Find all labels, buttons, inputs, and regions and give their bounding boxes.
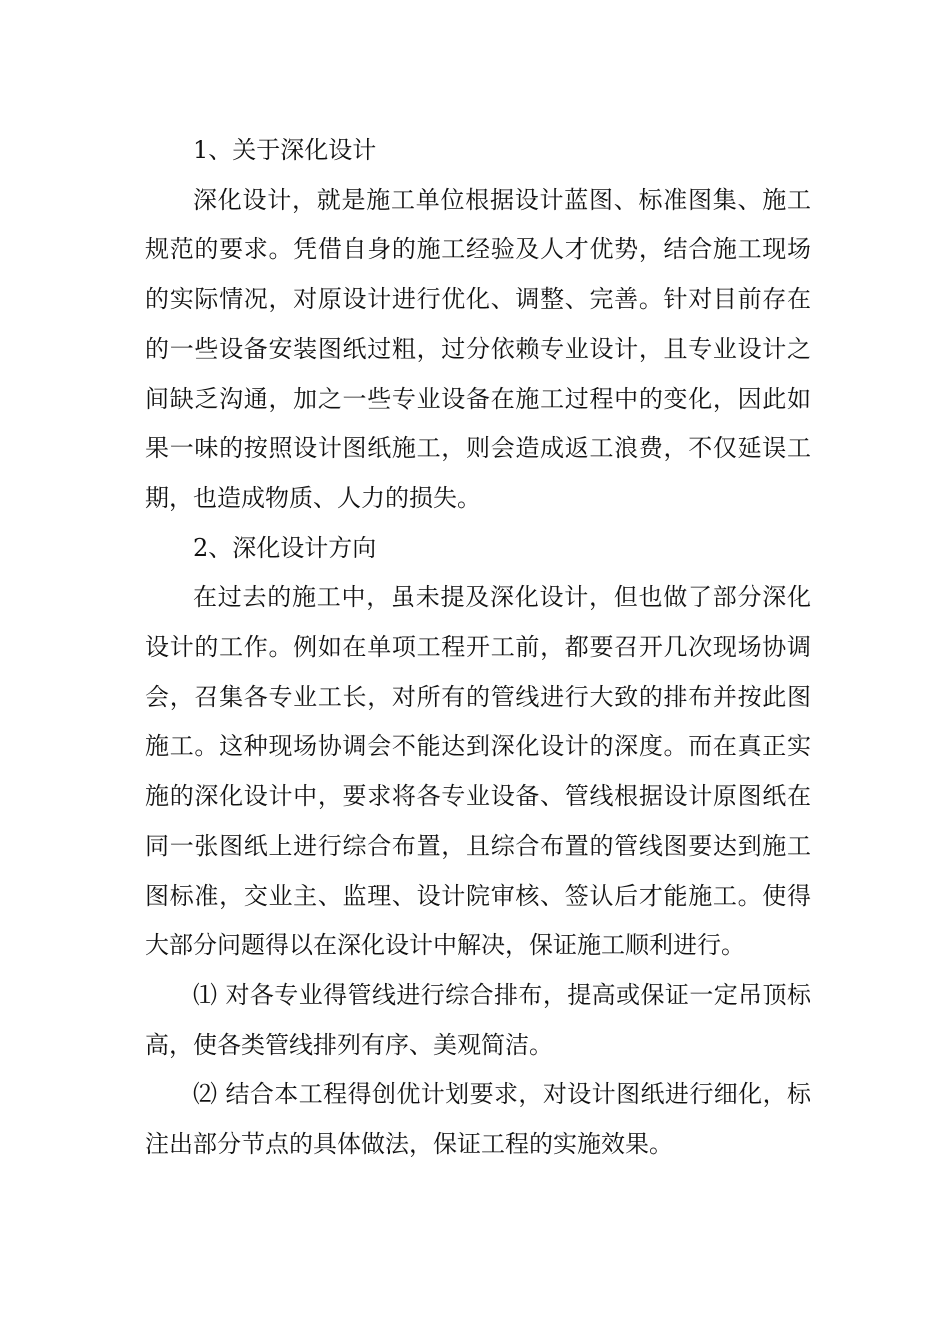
section2-heading: 2、深化设计方向 (193, 533, 377, 562)
section1-heading: 1、关于深化设计 (193, 136, 377, 164)
list-item-2: ⑵ 结合本工程得创优计划要求，对设计图纸进行细化，标注出部分节点的具体做法，保证工程的实施效果。 (145, 1080, 811, 1159)
section2-paragraph: 在过去的施工中，虽未提及深化设计，但也做了部分深化设计的工作。例如在单项工程开工前，都要召开几次现场协调会，召集各专业工长，对所有的管线进行大致的排布并按此图施工。这种现场协调会不能达到深化设计的深度。而在真正实施的深化设计中，要求将各专业设备、管线根据设计原图纸在同一张图纸上进行综合布置，且综合布置的管线图要达到施工图标准，交业主、监理、设计院审核、签认后才能施工。使得大部分问题得以在深化设计中解决，保证施工顺利进行。 (145, 583, 811, 960)
section1-paragraph: 深化设计，就是施工单位根据设计蓝图、标准图集、施工规范的要求。凭借自身的施工经验及人才优势，结合施工现场的实际情况，对原设计进行优化、调整、完善。针对目前存在的一些设备安装图纸过粗，过分依赖专业设计，且专业设计之间缺乏沟通，加之一些专业设备在施工过程中的变化，因此如果一味的按照设计图纸施工，则会造成返工浪费，不仅延误工期，也造成物质、人力的损失。 (145, 185, 811, 512)
document-body (145, 126, 811, 1170)
list-item-1: ⑴ 对各专业得管线进行综合排布，提高或保证一定吊顶标高，使各类管线排列有序、美观简洁。 (145, 980, 811, 1059)
